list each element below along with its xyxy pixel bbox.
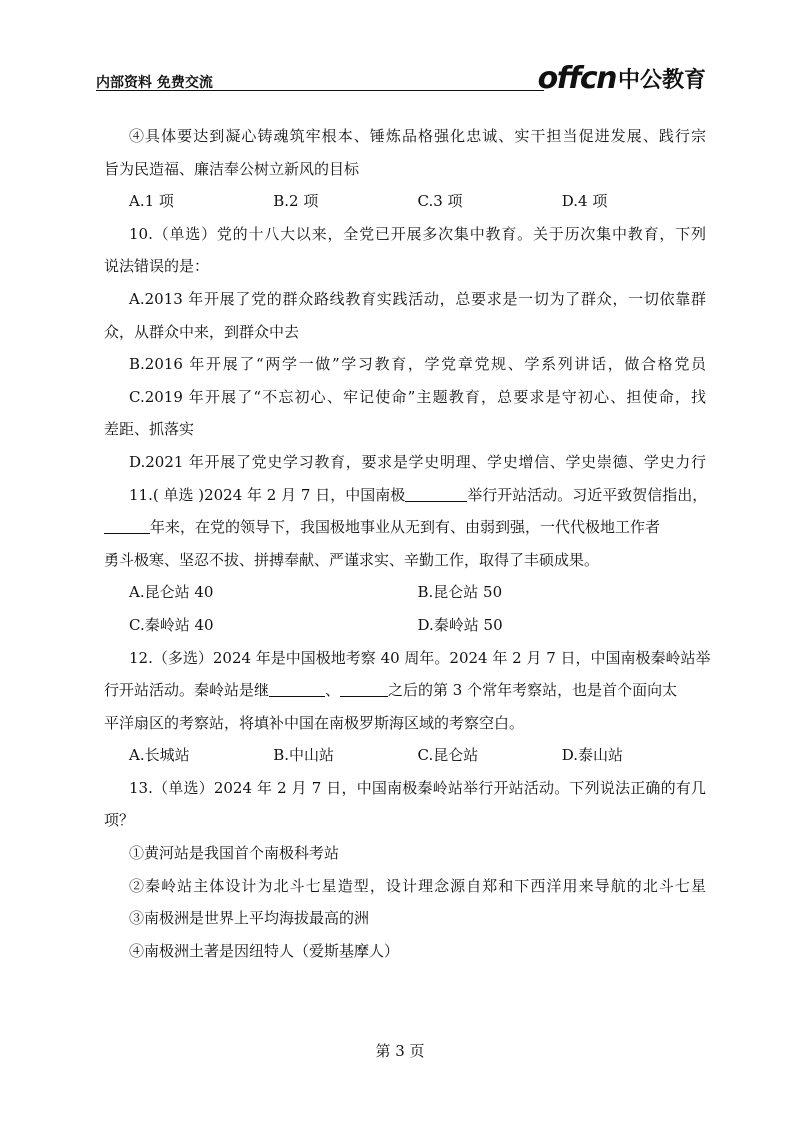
q11-option-c: C.秦岭站 40	[129, 615, 214, 634]
q12-options	[104, 739, 706, 772]
offcn-logo	[538, 60, 706, 94]
q10-option-b: B.2016 年开展了“两学一做”学习教育，学党章党规、学系列讲话，做合格党员	[129, 355, 706, 374]
q12-stem-text-1: 行开站活动。秦岭站是继	[104, 681, 270, 700]
q10-stem-line2: 说法错误的是：	[104, 257, 210, 276]
q11-option-b: B.昆仑站 50	[417, 583, 503, 602]
page-number: 第 3 页	[375, 1042, 425, 1060]
q11-stem-text-1: 11.( 单选 )2024 年 2 月 7 日，中国南极	[129, 485, 406, 504]
q11-options-row2	[104, 609, 706, 642]
q12-stem-line1: 12.（多选）2024 年是中国极地考察 40 周年。2024 年 2 月 7 日，中国南极秦岭站举	[129, 648, 711, 667]
answer-blank	[269, 681, 325, 697]
q13-stem-line1: 13.（单选）2024 年 2 月 7 日，中国南极秦岭站举行开站活动。下列说法正确的有几	[129, 778, 706, 797]
q13-statement-3: ③南极洲是世界上平均海拔最高的洲	[129, 909, 370, 928]
q11-stem-line2	[104, 511, 706, 544]
q12-option-a: A.长城站	[129, 746, 190, 765]
q12-separator: 、	[325, 681, 341, 700]
q11-stem-line1	[104, 479, 706, 512]
q11-stem-text-3: 年来，在党的领导下，我国极地事业从无到有、由弱到强，一代代极地工作者	[150, 518, 661, 537]
q11-option-a: A.昆仑站 40	[129, 583, 214, 602]
q10-option-d: D.2021 年开展了党史学习教育，要求是学史明理、学史增信、学史崇德、学史力行	[129, 452, 706, 471]
q12-option-d: D.泰山站	[561, 746, 624, 765]
header-rule	[96, 90, 544, 91]
q12-stem-line2	[104, 674, 706, 707]
q9-option-b: B.2 项	[273, 192, 319, 211]
q9-option-c: C.3 项	[417, 192, 463, 211]
q11-option-d: D.秦岭站 50	[417, 615, 503, 634]
q9-statement-4-line2: 旨为民造福、廉洁奉公树立新风的目标	[104, 159, 360, 178]
q9-statement-4-line1: ④具体要达到凝心铸魂筑牢根本、锤炼品格强化忠诚、实干担当促进发展、践行宗	[129, 127, 706, 145]
q9-option-d: D.4 项	[561, 192, 608, 211]
q13-stem-line2: 项？	[104, 811, 135, 830]
answer-blank	[340, 681, 388, 697]
q12-option-c: C.昆仑站	[417, 746, 479, 765]
answer-blank	[405, 486, 467, 502]
q11-stem-line3: 勇斗极寒、坚忍不拔、拼搏奉献、严谨求实、辛勤工作，取得了丰硕成果。	[104, 550, 600, 569]
q13-statement-1: ①黄河站是我国首个南极科考站	[129, 844, 340, 863]
logo-latin: offcn	[537, 61, 616, 96]
q10-stem-line1: 10.（单选）党的十八大以来，全党已开展多次集中教育。关于历次集中教育，下列	[129, 224, 706, 243]
answer-blank	[104, 518, 150, 534]
q13-statement-2: ②秦岭站主体设计为北斗七星造型，设计理念源自郑和下西洋用来导航的北斗七星	[129, 876, 706, 895]
q9-options	[104, 185, 706, 218]
q13-statement-4: ④南极洲土著是因纽特人（爱斯基摩人）	[129, 941, 400, 960]
q12-stem-line3: 平洋扇区的考察站，将填补中国在南极罗斯海区域的考察空白。	[104, 713, 525, 732]
q10-option-a-line2: 众，从群众中来，到群众中去	[104, 322, 300, 341]
q11-stem-text-2: 举行开站活动。习近平致贺信指出，	[467, 485, 708, 504]
document-body	[104, 120, 711, 967]
q12-option-b: B.中山站	[273, 746, 335, 765]
q9-option-a: A.1 项	[129, 192, 174, 211]
q11-options-row1	[104, 576, 706, 609]
q10-option-a-line1: A.2013 年开展了党的群众路线教育实践活动，总要求是一切为了群众，一切依靠群	[129, 289, 706, 308]
header-caption: 内部资料 免费交流	[96, 75, 213, 91]
logo-chinese: 中公教育	[617, 68, 706, 93]
page-header	[96, 62, 708, 102]
q10-option-c-line2: 差距、抓落实	[104, 420, 195, 439]
q10-option-c-line1: C.2019 年开展了“不忘初心、牢记使命”主题教育，总要求是守初心、担使命，找	[129, 387, 706, 406]
q12-stem-text-2: 之后的第 3 个常年考察站，也是首个面向太	[388, 681, 678, 700]
